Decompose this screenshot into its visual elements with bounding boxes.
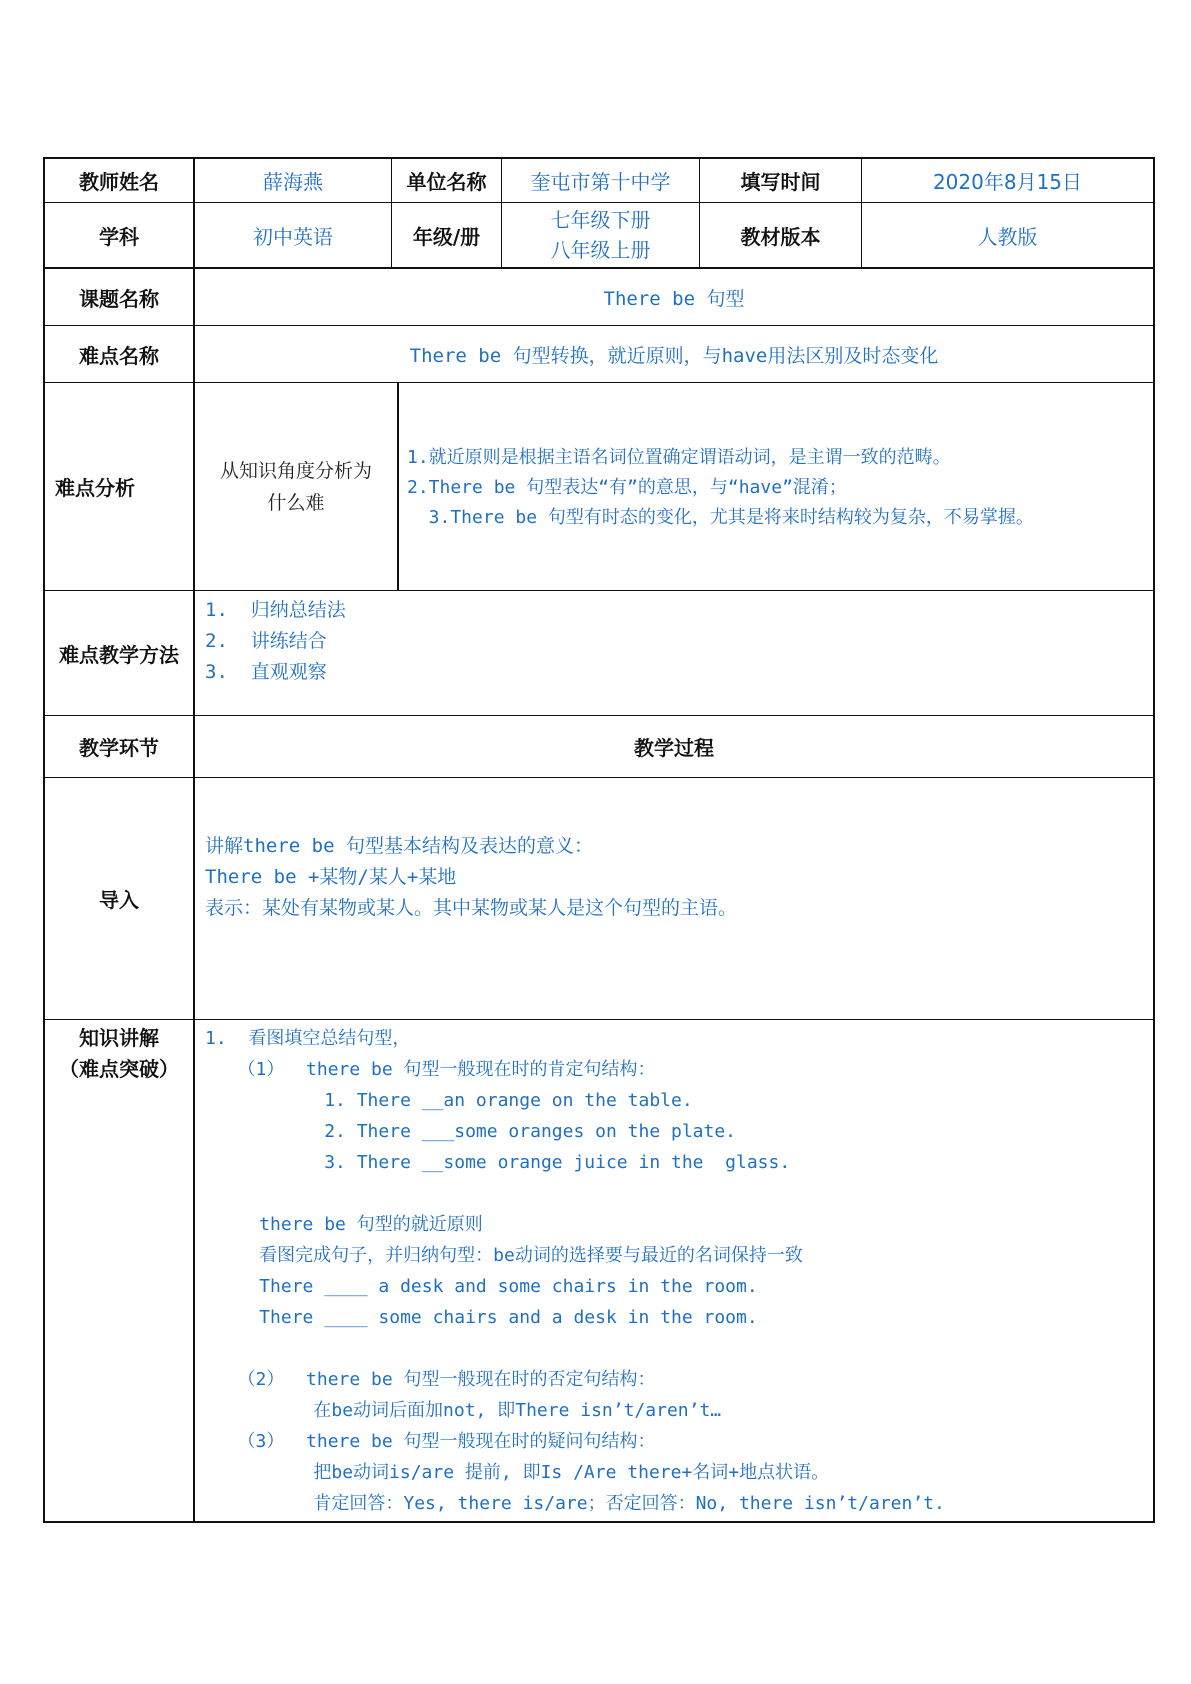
topic-label: 课题名称 (79, 286, 159, 311)
knowledge-line: 看图完成句子，并归纳句型：be动词的选择要与最近的名词保持一致 (205, 1245, 803, 1266)
intro-line: 讲解there be 句型基本结构及表达的意义： (205, 835, 593, 857)
subject-label: 学科 (99, 224, 139, 249)
row-divider (45, 777, 1153, 778)
intro-text (205, 831, 1145, 924)
date-label: 填写时间 (740, 170, 821, 194)
methods-label: 难点教学方法 (59, 642, 179, 667)
knowledge-text (205, 1023, 1145, 1519)
analysis-line: 1.就近原则是根据主语名词位置确定谓语动词，是主谓一致的范畴。 (407, 447, 951, 468)
analysis-text (407, 443, 1147, 533)
method-item: 3. 直观观察 (205, 661, 327, 683)
knowledge-line: there be 句型的就近原则 (205, 1214, 483, 1235)
difficulty-label: 难点名称 (79, 343, 159, 368)
grade-value-2: 八年级上册 (550, 238, 651, 262)
knowledge-line (205, 1333, 1145, 1364)
process-label: 教学环节 (79, 736, 159, 760)
knowledge-line: 肯定回答：Yes, there is/are；否定回答：No, there isn’t/aren’t. (205, 1493, 945, 1514)
knowledge-line: There ____ some chairs and a desk in the room. (205, 1307, 758, 1328)
method-item: 1. 归纳总结法 (205, 599, 346, 621)
intro-label: 导入 (99, 888, 139, 912)
edition-label: 教材版本 (740, 224, 821, 249)
knowledge-line: （3） there be 句型一般现在时的疑问句结构： (205, 1431, 656, 1452)
intro-line: 表示：某处有某物或某人。其中某物或某人是这个句型的主语。 (205, 897, 738, 919)
difficulty-value: There be 句型转换，就近原则，与have用法区别及时态变化 (409, 344, 939, 367)
knowledge-line: 在be动词后面加not, 即There isn’t/aren’t… (205, 1400, 722, 1421)
row-divider (45, 1019, 1153, 1020)
knowledge-line: 1. 看图填空总结句型， (205, 1028, 411, 1049)
edition-value: 人教版 (977, 224, 1038, 249)
knowledge-label (45, 1021, 193, 1087)
intro-line: There be +某物/某人+某地 (205, 866, 457, 888)
knowledge-line: There ____ a desk and some chairs in the room. (205, 1276, 758, 1297)
process-value: 教学过程 (634, 736, 714, 760)
grade-label: 年级/册 (412, 224, 481, 249)
row-divider (45, 590, 1153, 591)
date-value: 2020年8月15日 (932, 170, 1083, 194)
knowledge-line: （2） there be 句型一般现在时的否定句结构： (205, 1369, 656, 1390)
subject-value: 初中英语 (253, 224, 333, 249)
method-item: 2. 讲练结合 (205, 630, 327, 652)
col-divider (397, 382, 399, 590)
lesson-plan-table (43, 157, 1155, 1523)
topic-value: There be 句型 (603, 287, 745, 310)
unit-label: 单位名称 (406, 170, 487, 194)
knowledge-line (205, 1178, 1145, 1209)
knowledge-line: （1） there be 句型一般现在时的肯定句结构： (205, 1059, 656, 1080)
analysis-question: 从知识角度分析为什么难 (219, 459, 372, 514)
knowledge-line: 3. There __some orange juice in the glass. (205, 1152, 791, 1173)
analysis-line: 2.There be 句型表达“有”的意思，与“have”混淆； (407, 477, 847, 498)
unit-value: 奎屯市第十中学 (530, 170, 671, 194)
grade-value-1: 七年级下册 (550, 208, 651, 232)
knowledge-line: 1. There __an orange on the table. (205, 1090, 693, 1111)
analysis-line: 3.There be 句型有时态的变化，尤其是将来时结构较为复杂，不易掌握。 (407, 507, 1034, 528)
methods-list (205, 595, 1105, 688)
knowledge-label-1: 知识讲解 (79, 1026, 159, 1050)
teacher-label: 教师姓名 (79, 170, 159, 194)
teacher-value: 薛海燕 (263, 170, 323, 194)
analysis-label: 难点分析 (55, 476, 135, 500)
knowledge-line: 把be动词is/are 提前, 即Is /Are there+名词+地点状语。 (205, 1462, 830, 1483)
knowledge-line: 2. There ___some oranges on the plate. (205, 1121, 737, 1142)
grade-value (502, 203, 699, 267)
knowledge-label-2: （难点突破） (59, 1057, 179, 1081)
